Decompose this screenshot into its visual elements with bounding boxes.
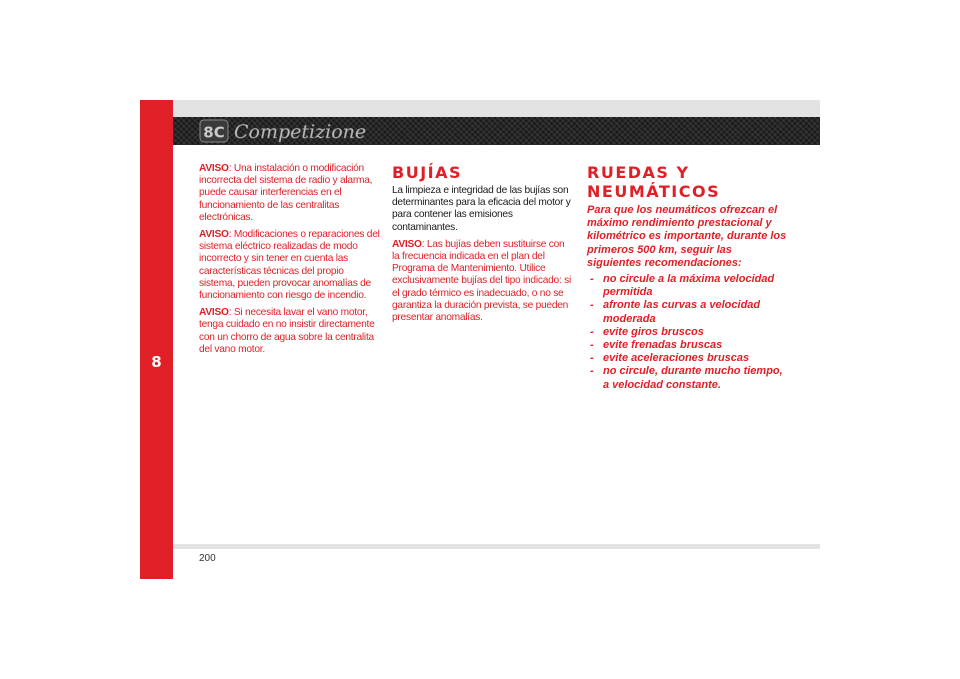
logo-wordmark: Competizione	[234, 121, 367, 143]
list-item: - evite frenadas bruscas	[590, 339, 723, 352]
aviso-label: AVISO	[199, 163, 229, 174]
ruedas-title: RUEDAS Y NEUMÁTICOS	[587, 163, 721, 201]
aviso-text: : Una instalación o modificación incorrecta del sistema de radio y alarma, puede causar interferencias en el funcionamiento de las centralitas electrónicas.	[199, 163, 373, 223]
bujias-column	[392, 163, 572, 329]
bottom-gray-band	[173, 544, 820, 549]
brand-logo	[198, 118, 384, 144]
list-item: - no circule, durante mucho tiempo, a velocidad constante.	[590, 365, 783, 391]
list-item: - no circule a la máxima velocidad permitida	[590, 273, 775, 299]
chapter-side-band	[140, 100, 173, 579]
aviso-label: AVISO	[199, 307, 229, 319]
chapter-number: 8	[151, 353, 162, 371]
aviso-text: : Las bujías deben sustituirse con la frecuencia indicada en el plan del Programa de Mantenimiento. Utilice exclusivamente bujías del tipo indicado: si el grado térmico es inadecuado, o no se garantiza la duración prevista, se pueden presentar anomalías.	[392, 238, 571, 324]
recommendation-list	[587, 273, 787, 392]
bujias-paragraph: La limpieza e integridad de las bujías son determinantes para la eficacia del motor y para contener las emisiones contaminantes.	[392, 185, 571, 233]
ruedas-column	[587, 163, 787, 392]
aviso-paragraph	[199, 163, 381, 224]
aviso-paragraph	[199, 229, 381, 302]
ruedas-intro: Para que los neumáticos ofrezcan el máximo rendimiento prestacional y kilométrico es importante, durante los primeros 500 km, seguir las siguientes recomendaciones:	[587, 204, 787, 269]
aviso-paragraph	[392, 239, 572, 324]
bujias-title: BUJÍAS	[392, 163, 462, 182]
aviso-label: AVISO	[392, 238, 422, 250]
list-item: - evite aceleraciones bruscas	[590, 352, 750, 365]
list-item: - evite giros bruscos	[590, 325, 704, 338]
aviso-text: : Modificaciones o reparaciones del sistema eléctrico realizadas de modo incorrecto y sin tener en cuenta las características técnicas del propio sistema, pueden provocar anomalías de funcionamiento con riesgo de incendio.	[199, 229, 380, 302]
aviso-label: AVISO	[199, 229, 229, 241]
aviso-paragraph	[199, 307, 381, 356]
logo-prefix: 8C	[203, 123, 225, 142]
top-gray-band	[173, 100, 820, 117]
left-column	[199, 163, 381, 361]
page-number: 200	[199, 553, 216, 564]
aviso-text: : Si necesita lavar el vano motor, tenga cuidado en no insistir directamente con un chorro de agua sobre la centralita del vano motor.	[199, 307, 375, 355]
list-item: - afronte las curvas a velocidad moderada	[590, 299, 761, 325]
